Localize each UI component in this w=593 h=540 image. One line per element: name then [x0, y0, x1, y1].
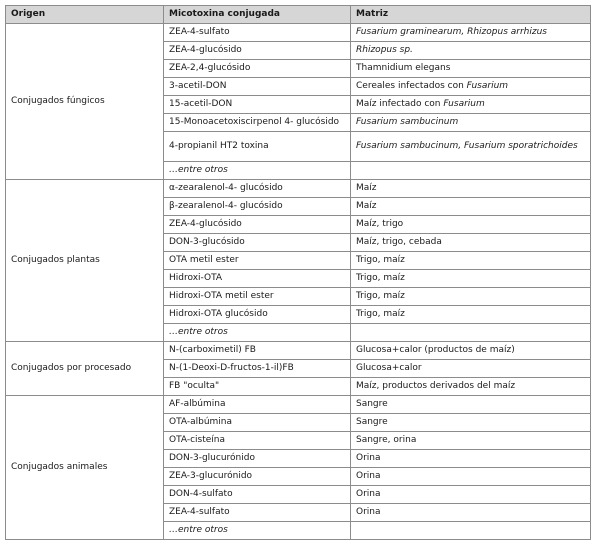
matrix-text: Fusarium — [443, 99, 485, 109]
matrix-text: Glucosa+calor (productos de maíz) — [356, 345, 515, 355]
matrix-cell — [351, 78, 591, 96]
matrix-cell — [351, 132, 591, 162]
matrix-cell — [351, 198, 591, 216]
matrix-cell — [351, 342, 591, 360]
table-row — [6, 342, 591, 360]
toxin-cell: N-(1-Deoxi-D-fructos-1-il)FB — [164, 360, 351, 378]
matrix-cell — [351, 522, 591, 540]
matrix-cell — [351, 114, 591, 132]
toxin-cell: AF-albúmina — [164, 396, 351, 414]
table-row — [6, 24, 591, 42]
matrix-text: Maíz, productos derivados del maíz — [356, 381, 516, 391]
toxin-cell: ZEA-4-glucósido — [164, 216, 351, 234]
toxin-cell: DON-4-sulfato — [164, 486, 351, 504]
group-label-cell: Conjugados animales — [6, 396, 164, 540]
matrix-text: Maíz infectado con — [356, 99, 444, 109]
toxin-cell: Hidroxi-OTA glucósido — [164, 306, 351, 324]
toxin-cell: ZEA-4-glucósido — [164, 42, 351, 60]
matrix-text: Fusarium sambucinum — [356, 117, 459, 127]
toxin-cell: N-(carboximetil) FB — [164, 342, 351, 360]
table-header-row — [6, 6, 591, 24]
matrix-text: Trigo, maíz — [356, 273, 405, 283]
matrix-text: Maíz, trigo, cebada — [356, 237, 442, 247]
matrix-cell — [351, 360, 591, 378]
toxin-cell: ZEA-2,4-glucósido — [164, 60, 351, 78]
toxin-cell: 15-Monoacetoxiscirpenol 4- glucósido — [164, 114, 351, 132]
matrix-cell — [351, 324, 591, 342]
table-body — [6, 24, 591, 540]
matrix-text: Sangre — [356, 399, 388, 409]
matrix-cell — [351, 234, 591, 252]
toxin-cell: …entre otros — [164, 522, 351, 540]
matrix-text: Cereales infectados con — [356, 81, 467, 91]
matrix-text: Trigo, maíz — [356, 309, 405, 319]
toxin-cell: …entre otros — [164, 324, 351, 342]
mycotoxin-table — [5, 5, 591, 540]
matrix-cell — [351, 468, 591, 486]
toxin-cell: 4-propianil HT2 toxina — [164, 132, 351, 162]
matrix-cell — [351, 96, 591, 114]
toxin-cell: 15-acetil-DON — [164, 96, 351, 114]
matrix-text: Orina — [356, 453, 381, 463]
toxin-cell: ZEA-4-sulfato — [164, 504, 351, 522]
matrix-cell — [351, 288, 591, 306]
toxin-cell: DON-3-glucósido — [164, 234, 351, 252]
matrix-cell — [351, 432, 591, 450]
matrix-text: Glucosa+calor — [356, 363, 422, 373]
group-label-cell: Conjugados por procesado — [6, 342, 164, 396]
toxin-cell: α-zearalenol-4- glucósido — [164, 180, 351, 198]
header-micotoxina: Micotoxina conjugada — [164, 6, 351, 24]
matrix-cell — [351, 450, 591, 468]
matrix-text: Maíz — [356, 183, 377, 193]
matrix-cell — [351, 24, 591, 42]
matrix-cell — [351, 42, 591, 60]
matrix-cell — [351, 270, 591, 288]
matrix-cell — [351, 396, 591, 414]
matrix-text: Trigo, maíz — [356, 291, 405, 301]
matrix-cell — [351, 60, 591, 78]
matrix-text: Fusarium — [466, 81, 509, 91]
matrix-cell — [351, 378, 591, 396]
toxin-cell: 3-acetil-DON — [164, 78, 351, 96]
toxin-cell: …entre otros — [164, 162, 351, 180]
matrix-text: Orina — [356, 507, 381, 517]
matrix-text: Fusarium graminearum, Rhizopus arrhizus — [356, 27, 547, 37]
toxin-cell: β-zearalenol-4- glucósido — [164, 198, 351, 216]
matrix-text: Fusarium sambucinum, Fusarium sporatrichoides — [356, 141, 578, 151]
group-label-cell: Conjugados fúngicos — [6, 24, 164, 180]
matrix-text: Maíz — [356, 201, 377, 211]
matrix-cell — [351, 162, 591, 180]
toxin-cell: ZEA-4-sulfato — [164, 24, 351, 42]
matrix-cell — [351, 486, 591, 504]
mycotoxin-table-container — [5, 5, 591, 540]
toxin-cell: OTA-cisteína — [164, 432, 351, 450]
toxin-cell: OTA-albúmina — [164, 414, 351, 432]
matrix-text: Sangre, orina — [356, 435, 417, 445]
toxin-cell: OTA metil ester — [164, 252, 351, 270]
matrix-cell — [351, 306, 591, 324]
matrix-cell — [351, 252, 591, 270]
matrix-text: Trigo, maíz — [356, 255, 405, 265]
group-label-cell: Conjugados plantas — [6, 180, 164, 342]
table-row — [6, 396, 591, 414]
matrix-text: Orina — [356, 471, 381, 481]
toxin-cell: Hidroxi-OTA metil ester — [164, 288, 351, 306]
header-origen: Origen — [6, 6, 164, 24]
matrix-text: Orina — [356, 489, 381, 499]
header-matriz: Matriz — [351, 6, 591, 24]
matrix-cell — [351, 414, 591, 432]
matrix-text: Maíz, trigo — [356, 219, 404, 229]
matrix-text: Thamnidium elegans — [356, 63, 451, 73]
toxin-cell: ZEA-3-glucurónido — [164, 468, 351, 486]
matrix-text: Rhizopus sp. — [356, 45, 413, 55]
matrix-cell — [351, 216, 591, 234]
table-row — [6, 180, 591, 198]
matrix-cell — [351, 180, 591, 198]
toxin-cell: Hidroxi-OTA — [164, 270, 351, 288]
matrix-text: Sangre — [356, 417, 388, 427]
matrix-cell — [351, 504, 591, 522]
toxin-cell: FB "oculta" — [164, 378, 351, 396]
toxin-cell: DON-3-glucurónido — [164, 450, 351, 468]
